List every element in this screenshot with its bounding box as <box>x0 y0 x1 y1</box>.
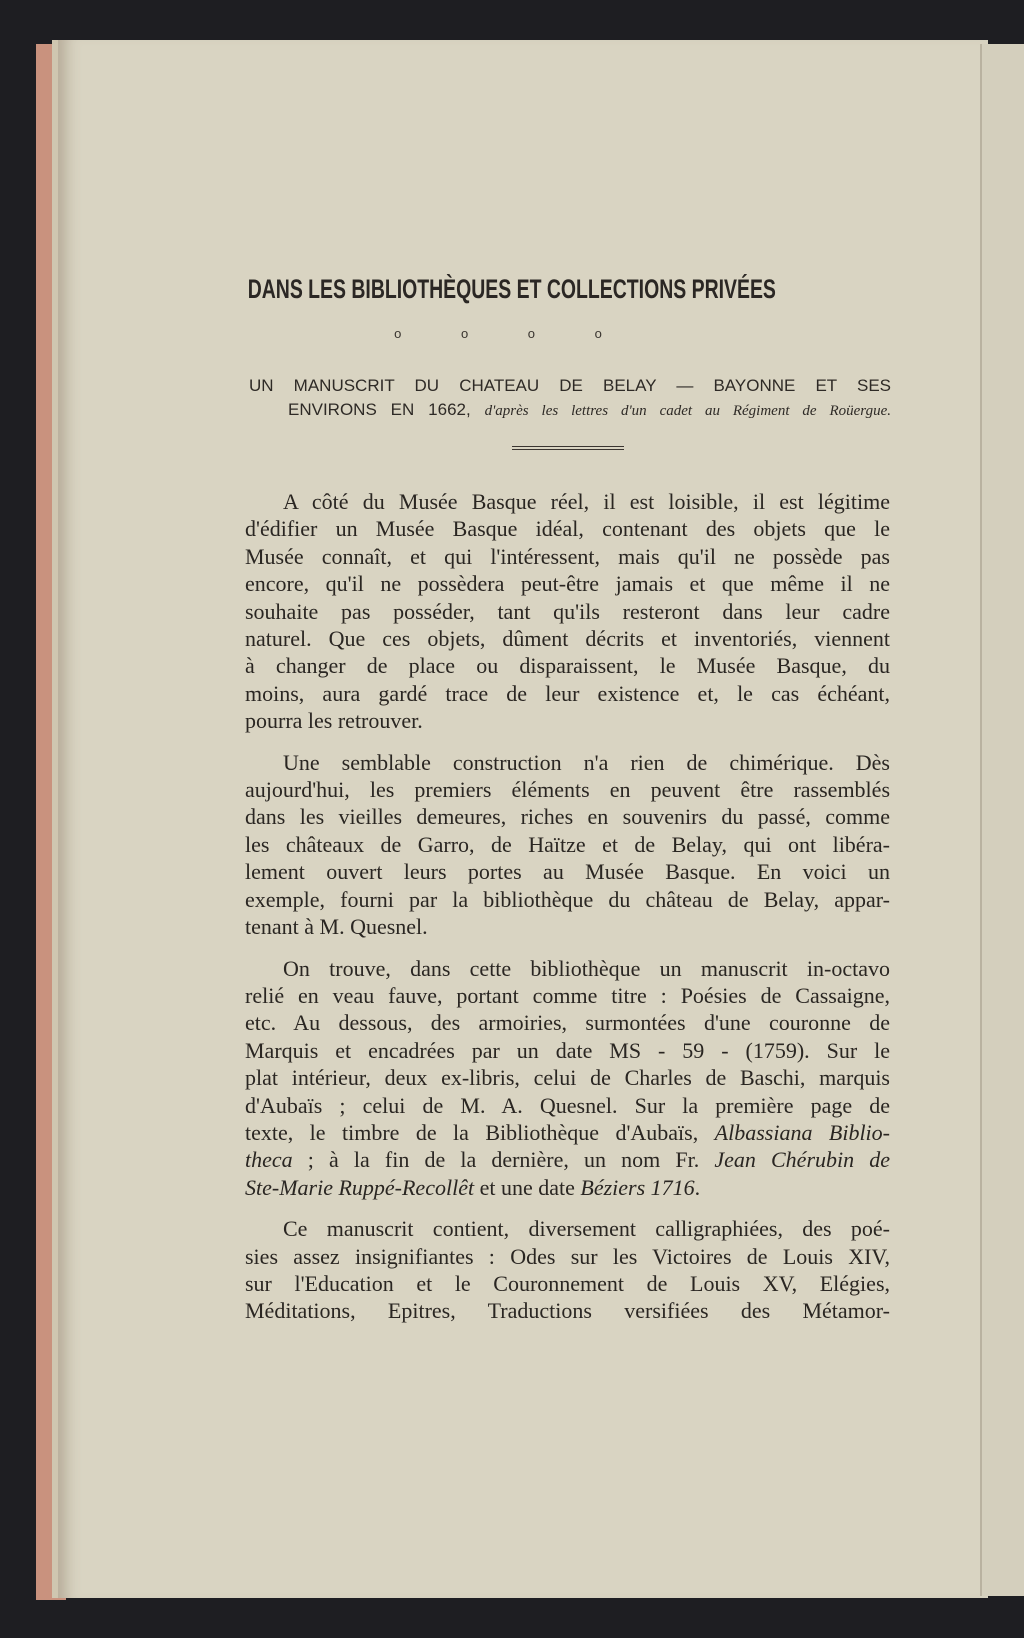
text-line <box>245 1297 890 1324</box>
text-segment: d'édifier un Musée Basque idéal, contenant des objets que le <box>245 516 890 542</box>
italic-text: Albassiana Biblio- <box>714 1119 890 1145</box>
subtitle-line-1: UN MANUSCRIT DU CHATEAU DE BELAY — BAYONNE ET SES <box>249 376 891 395</box>
text-segment: sies assez insignifiantes : Odes sur les Victoires de Louis XIV, <box>245 1243 890 1269</box>
separator-rule <box>512 446 624 450</box>
text-segment: encore, qu'il ne possèdera peut-être jamais et que même il ne <box>245 571 890 597</box>
text-segment: Une semblable construction n'a rien de chimérique. Dès <box>283 749 890 775</box>
text-segment: Marquis et encadrées par un date MS - 59 - (1759). Sur le <box>245 1037 890 1063</box>
article-body <box>245 488 890 1325</box>
text-segment: dans les vieilles demeures, riches en souvenirs du passé, comme <box>245 804 890 830</box>
text-line <box>245 913 890 940</box>
text-segment: naturel. Que ces objets, dûment décrits et inventoriés, viennent <box>245 626 890 652</box>
text-line <box>245 886 890 913</box>
text-line <box>245 831 890 858</box>
text-segment: Méditations, Epitres, Traductions versifiées des Métamor- <box>245 1298 890 1324</box>
text-line <box>245 1037 890 1064</box>
title-text: DANS LES BIBLIOTHÈQUES ET COLLECTIONS PRIVÉES <box>247 274 777 304</box>
paragraph <box>245 488 890 735</box>
text-segment: souhaite pas posséder, tant qu'ils resteront dans leur cadre <box>245 598 890 624</box>
text-line <box>245 1174 890 1201</box>
text-segment: On trouve, dans cette bibliothèque un manuscrit in-octavo <box>283 955 890 981</box>
text-line <box>245 1064 890 1091</box>
text-segment: à changer de place ou disparaissent, le Musée Basque, du <box>245 653 890 679</box>
text-line <box>245 1119 890 1146</box>
text-line <box>245 625 890 652</box>
text-segment: lement ouvert leurs portes au Musée Basque. En voici un <box>245 859 890 885</box>
article-subtitle <box>249 374 891 423</box>
text-line <box>245 955 890 982</box>
text-segment: exemple, fourni par la bibliothèque du château de Belay, appar- <box>245 886 890 912</box>
text-segment: Musée connaît, et qui l'intéressent, mais qu'il ne possède pas <box>245 543 890 569</box>
text-segment: Ce manuscrit contient, diversement calligraphiées, des poé- <box>283 1216 890 1242</box>
text-line <box>245 1243 890 1270</box>
text-segment: les châteaux de Garro, de Haïtze et de Belay, qui ont libéra- <box>245 831 890 857</box>
text-segment: tenant à M. Quesnel. <box>245 914 428 940</box>
text-line <box>245 652 890 679</box>
text-segment: relié en veau fauve, portant comme titre : Poésies de Cassaigne, <box>245 982 890 1008</box>
italic-text: Béziers 1716 <box>580 1174 695 1200</box>
text-segment: A côté du Musée Basque réel, il est loisible, il est légitime <box>283 489 890 514</box>
text-line <box>245 803 890 830</box>
text-line <box>245 515 890 542</box>
text-line <box>245 858 890 885</box>
text-segment: aujourd'hui, les premiers éléments en peuvent être rassemblés <box>245 777 890 803</box>
text-line <box>245 543 890 570</box>
page-title <box>0 274 1024 305</box>
text-line <box>245 749 890 776</box>
italic-text: Ste-Marie Ruppé-Recollêt <box>245 1174 475 1200</box>
text-line <box>245 1092 890 1119</box>
text-line <box>245 598 890 625</box>
ornament-dots: o o o o <box>394 326 630 341</box>
subtitle-plain: ENVIRONS EN 1662, <box>288 400 485 419</box>
text-line <box>245 982 890 1009</box>
text-segment: etc. Au dessous, des armoiries, surmontées d'une couronne de <box>245 1010 890 1036</box>
paragraph <box>245 1215 890 1325</box>
italic-text: theca <box>245 1147 293 1173</box>
subtitle-line-2 <box>249 398 891 423</box>
text-segment: plat intérieur, deux ex-libris, celui de Charles de Baschi, marquis <box>245 1065 890 1091</box>
text-line <box>245 570 890 597</box>
text-line <box>245 1146 890 1173</box>
text-line <box>245 488 890 515</box>
text-segment: texte, le timbre de la Bibliothèque d'Aubaïs, <box>245 1119 715 1145</box>
text-segment: et une date <box>474 1174 581 1200</box>
text-line <box>245 680 890 707</box>
text-segment: . <box>694 1174 701 1200</box>
text-line <box>245 776 890 803</box>
text-segment: sur l'Education et le Couronnement de Louis XV, Elégies, <box>245 1270 890 1296</box>
text-segment: pourra les retrouver. <box>245 708 423 734</box>
text-line <box>245 1270 890 1297</box>
text-segment: d'Aubaïs ; celui de M. A. Quesnel. Sur la première page de <box>245 1092 890 1118</box>
paragraph <box>245 955 890 1202</box>
paragraph <box>245 749 890 941</box>
text-segment: moins, aura gardé trace de leur existence et, le cas échéant, <box>245 680 890 706</box>
text-line <box>245 1009 890 1036</box>
text-segment: ; à la fin de la dernière, un nom Fr. <box>292 1147 715 1173</box>
subtitle-italic: d'après les lettres d'un cadet au Régiment de Roüergue. <box>484 403 891 419</box>
text-line <box>245 707 890 734</box>
text-line <box>245 1215 890 1242</box>
italic-text: Jean Chérubin de <box>714 1147 891 1173</box>
